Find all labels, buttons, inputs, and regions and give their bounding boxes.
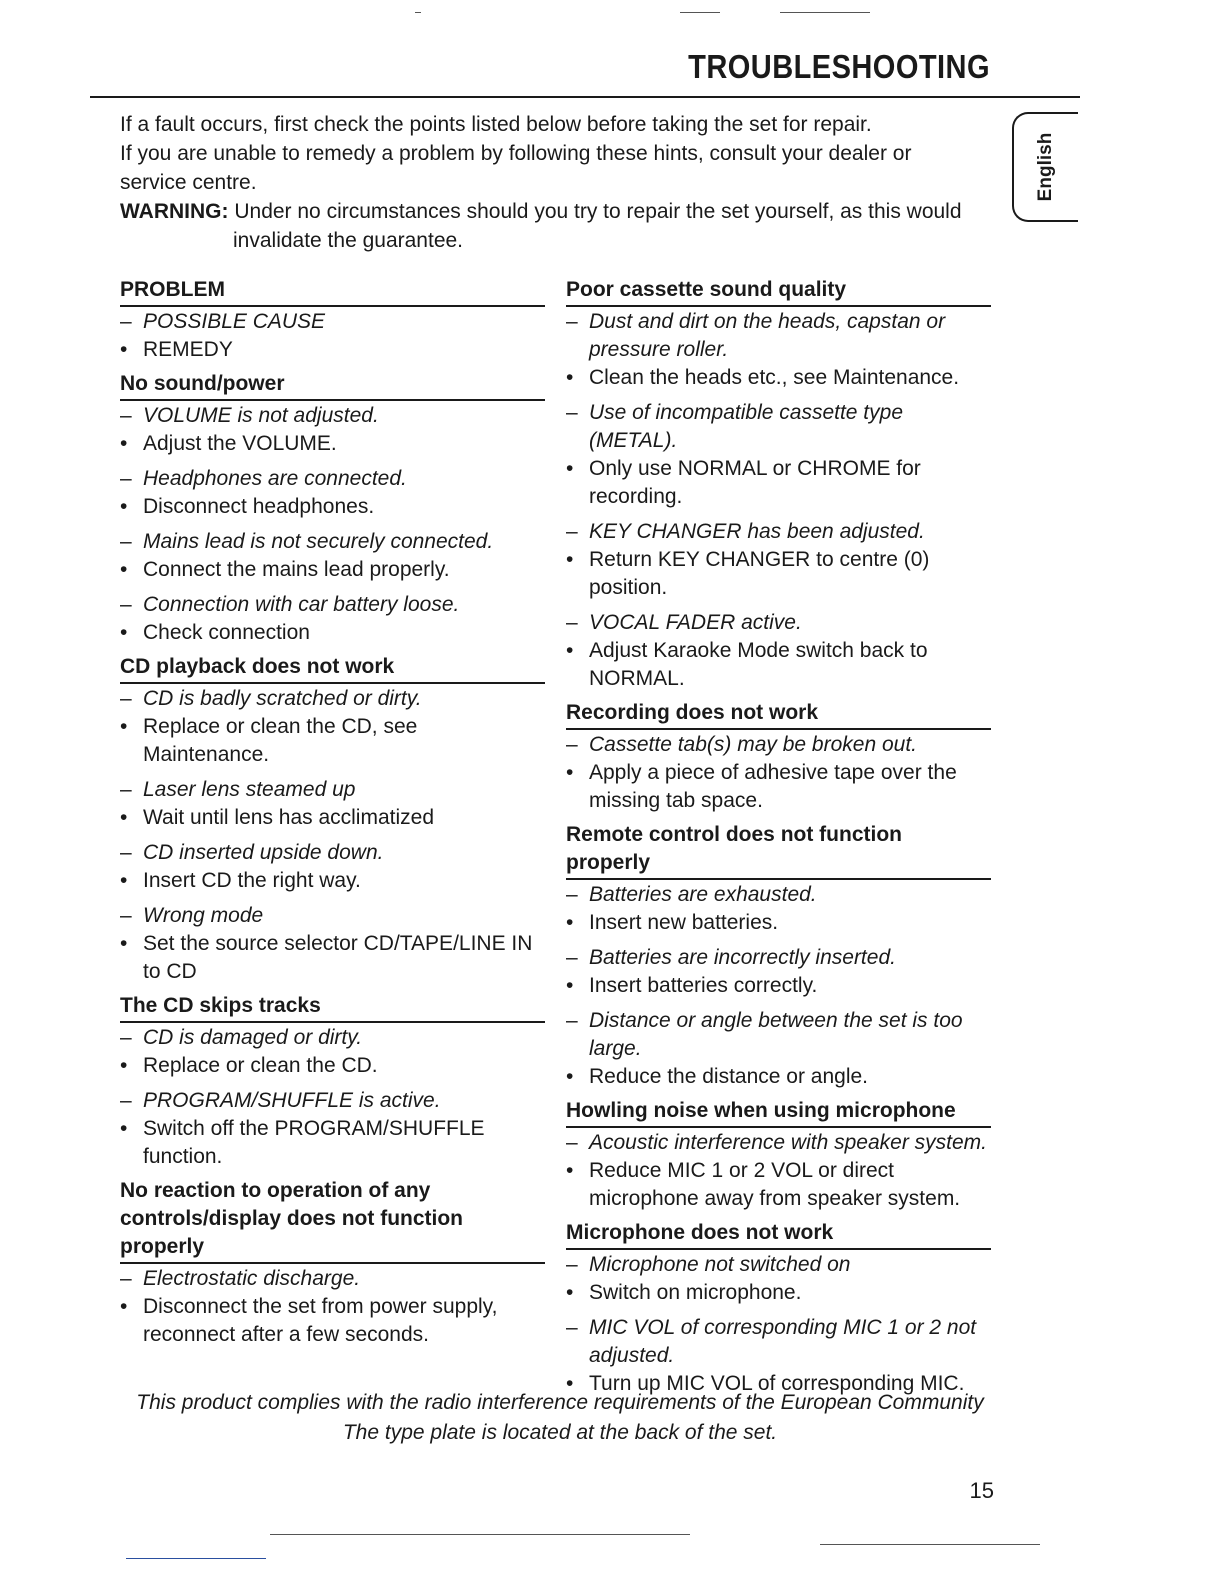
possible-cause	[566, 399, 991, 455]
cause-text: KEY CHANGER has been adjusted.	[589, 520, 925, 543]
remedy	[566, 455, 991, 511]
remedy	[120, 713, 545, 769]
dash-marker: –	[566, 946, 578, 969]
remedy-text: Set the source selector CD/TAPE/LINE IN to CD	[143, 932, 533, 983]
left-column	[120, 276, 545, 1349]
remedy-text: Adjust Karaoke Mode switch back to NORMAL.	[589, 639, 928, 690]
dash-marker: –	[120, 841, 132, 864]
remedy	[120, 493, 545, 521]
bullet-marker: •	[566, 1159, 574, 1182]
remedy-text: Wait until lens has acclimatized	[143, 806, 435, 829]
bullet-marker: •	[120, 806, 128, 829]
dash-marker: –	[120, 1026, 132, 1049]
cause-text: Mains lead is not securely connected.	[143, 530, 494, 553]
dash-marker: –	[120, 904, 132, 927]
dash-marker: –	[566, 1316, 578, 1339]
intro-line-1: If a fault occurs, first check the points listed below before taking the set for repair.	[120, 113, 872, 136]
bullet-marker: •	[120, 1117, 128, 1140]
dash-marker: –	[566, 310, 578, 333]
possible-cause	[120, 839, 545, 867]
remedy	[566, 759, 991, 815]
possible-cause	[566, 308, 991, 364]
dash-marker: –	[566, 1253, 578, 1276]
bullet-marker: •	[120, 495, 128, 518]
cause-text: VOLUME is not adjusted.	[143, 404, 379, 427]
dash-marker: –	[120, 778, 132, 801]
dash-marker: –	[566, 611, 578, 634]
remedy	[566, 1157, 991, 1213]
remedy-text: Replace or clean the CD.	[143, 1054, 378, 1077]
remedy-text: Switch on microphone.	[589, 1281, 802, 1304]
dash-marker: –	[120, 687, 132, 710]
remedy-text: Turn up MIC VOL of corresponding MIC.	[589, 1372, 965, 1395]
possible-cause	[120, 465, 545, 493]
remedy-text: Check connection	[143, 621, 310, 644]
legend-remedy	[120, 336, 545, 364]
dash-marker: –	[566, 520, 578, 543]
legend-heading: PROBLEM	[120, 276, 545, 307]
warning-line	[120, 197, 980, 226]
scan-artifact	[415, 12, 421, 13]
cause-text: VOCAL FADER active.	[589, 611, 802, 634]
remedy	[120, 1052, 545, 1080]
remedy	[120, 930, 545, 986]
possible-cause	[566, 1314, 991, 1370]
bullet-marker: •	[566, 639, 574, 662]
possible-cause	[120, 1024, 545, 1052]
cause-text: CD inserted upside down.	[143, 841, 384, 864]
remedy	[120, 430, 545, 458]
remedy-text: Adjust the VOLUME.	[143, 432, 337, 455]
bullet-marker: •	[566, 1281, 574, 1304]
possible-cause	[566, 1251, 991, 1279]
bullet-marker: •	[566, 366, 574, 389]
cause-text: Acoustic interference with speaker system.	[589, 1131, 987, 1154]
language-tab	[1012, 112, 1078, 222]
cause-text: CD is damaged or dirty.	[143, 1026, 363, 1049]
cause-text: Batteries are exhausted.	[589, 883, 817, 906]
dash-marker: –	[566, 733, 578, 756]
remedy-text: Replace or clean the CD, see Maintenance.	[143, 715, 418, 766]
cause-text: Wrong mode	[143, 904, 264, 927]
dash-marker: –	[120, 404, 132, 427]
cause-text: PROGRAM/SHUFFLE is active.	[143, 1089, 441, 1112]
remedy	[566, 909, 991, 937]
cause-text: Batteries are incorrectly inserted.	[589, 946, 896, 969]
section-heading: Poor cassette sound quality	[566, 276, 991, 307]
possible-cause	[120, 528, 545, 556]
legend-cause-text: POSSIBLE CAUSE	[143, 310, 326, 333]
remedy	[566, 1063, 991, 1091]
cause-text: Use of incompatible cassette type (METAL).	[589, 401, 903, 452]
page-title: TROUBLESHOOTING	[688, 48, 990, 85]
remedy	[120, 1293, 545, 1349]
cause-text: Dust and dirt on the heads, capstan or pressure roller.	[589, 310, 946, 361]
section-heading: No sound/power	[120, 370, 545, 401]
bullet-marker: •	[120, 715, 128, 738]
remedy	[566, 546, 991, 602]
bottom-rule	[126, 1558, 266, 1559]
legend-remedy-text: REMEDY	[143, 338, 233, 361]
remedy	[120, 556, 545, 584]
section-heading: Recording does not work	[566, 699, 991, 730]
remedy-text: Insert CD the right way.	[143, 869, 361, 892]
remedy-text: Only use NORMAL or CHROME for recording.	[589, 457, 921, 508]
remedy	[120, 867, 545, 895]
possible-cause	[566, 881, 991, 909]
remedy-text: Connect the mains lead properly.	[143, 558, 450, 581]
section-heading: Howling noise when using microphone	[566, 1097, 991, 1128]
scan-artifact	[780, 12, 870, 13]
section-heading: Microphone does not work	[566, 1219, 991, 1250]
bullet-marker: •	[566, 761, 574, 784]
possible-cause	[120, 685, 545, 713]
remedy	[566, 364, 991, 392]
cause-text: Connection with car battery loose.	[143, 593, 460, 616]
possible-cause	[120, 1265, 545, 1293]
warning-label: WARNING:	[120, 200, 229, 223]
bullet-marker: •	[566, 911, 574, 934]
dash-marker: –	[120, 1089, 132, 1112]
dash-marker: –	[120, 593, 132, 616]
language-tab-label: English	[1035, 132, 1056, 202]
remedy-text: Reduce the distance or angle.	[589, 1065, 869, 1088]
cause-text: Distance or angle between the set is too large.	[589, 1009, 963, 1060]
possible-cause	[120, 1087, 545, 1115]
bullet-marker: •	[120, 1054, 128, 1077]
scan-artifact	[270, 1534, 690, 1535]
possible-cause	[566, 518, 991, 546]
warning-text: Under no circumstances should you try to repair the set yourself, as this would	[234, 200, 962, 223]
dash-marker: –	[120, 310, 132, 333]
remedy-text: Disconnect the set from power supply, reconnect after a few seconds.	[143, 1295, 498, 1346]
remedy	[120, 619, 545, 647]
title-rule	[90, 96, 1080, 98]
possible-cause	[120, 776, 545, 804]
bullet-marker: •	[566, 457, 574, 480]
section-heading: No reaction to operation of any controls/display does not function properly	[120, 1177, 545, 1264]
scan-artifact	[820, 1544, 1040, 1545]
bullet-marker: •	[566, 1372, 574, 1395]
bullet-marker: •	[566, 1065, 574, 1088]
intro-line-2: If you are unable to remedy a problem by following these hints, consult your dealer or service centre.	[120, 142, 912, 194]
remedy	[566, 1279, 991, 1307]
right-column	[566, 276, 991, 1398]
remedy	[566, 637, 991, 693]
dash-marker: –	[566, 883, 578, 906]
cause-text: Microphone not switched on	[589, 1253, 851, 1276]
cause-text: Laser lens steamed up	[143, 778, 356, 801]
dash-marker: –	[120, 530, 132, 553]
legend-cause	[120, 308, 545, 336]
bullet-marker: •	[120, 932, 128, 955]
bullet-marker: •	[120, 558, 128, 581]
intro-block	[120, 110, 980, 255]
remedy-text: Return KEY CHANGER to centre (0) position.	[589, 548, 930, 599]
section-heading: CD playback does not work	[120, 653, 545, 684]
remedy-text: Clean the heads etc., see Maintenance.	[589, 366, 960, 389]
remedy-text: Disconnect headphones.	[143, 495, 375, 518]
dash-marker: –	[120, 1267, 132, 1290]
remedy-text: Insert new batteries.	[589, 911, 779, 934]
cause-text: Cassette tab(s) may be broken out.	[589, 733, 917, 756]
dash-marker: –	[566, 1131, 578, 1154]
bullet-marker: •	[120, 869, 128, 892]
bullet-marker: •	[566, 548, 574, 571]
remedy	[120, 804, 545, 832]
cause-text: Headphones are connected.	[143, 467, 407, 490]
remedy-text: Apply a piece of adhesive tape over the missing tab space.	[589, 761, 957, 812]
dash-marker: –	[566, 401, 578, 424]
possible-cause	[566, 1129, 991, 1157]
dash-marker: –	[120, 467, 132, 490]
bullet-marker: •	[120, 1295, 128, 1318]
bullet-marker: •	[120, 621, 128, 644]
possible-cause	[566, 731, 991, 759]
cause-text: CD is badly scratched or dirty.	[143, 687, 422, 710]
cause-text: MIC VOL of corresponding MIC 1 or 2 not adjusted.	[589, 1316, 977, 1367]
remedy	[566, 972, 991, 1000]
dash-marker: –	[566, 1009, 578, 1032]
remedy	[120, 1115, 545, 1171]
scan-artifact	[680, 12, 720, 13]
bullet-marker: •	[566, 974, 574, 997]
page-number: 15	[969, 1478, 994, 1503]
possible-cause	[120, 402, 545, 430]
footer-line-2: The type plate is located at the back of the set.	[342, 1421, 778, 1444]
remedy-text: Insert batteries correctly.	[589, 974, 818, 997]
bullet-marker: •	[120, 338, 128, 361]
section-heading: Remote control does not function properly	[566, 821, 991, 880]
possible-cause	[566, 1007, 991, 1063]
remedy-text: Reduce MIC 1 or 2 VOL or direct microphone away from speaker system.	[589, 1159, 961, 1210]
compliance-footer	[120, 1388, 1000, 1448]
possible-cause	[120, 902, 545, 930]
remedy-text: Switch off the PROGRAM/SHUFFLE function.	[143, 1117, 485, 1168]
possible-cause	[566, 609, 991, 637]
possible-cause	[120, 591, 545, 619]
footer-line-1: This product complies with the radio interference requirements of the European Community	[136, 1391, 984, 1414]
possible-cause	[566, 944, 991, 972]
cause-text: Electrostatic discharge.	[143, 1267, 361, 1290]
warning-text-continued: invalidate the guarantee.	[233, 229, 464, 252]
section-heading: The CD skips tracks	[120, 992, 545, 1023]
bullet-marker: •	[120, 432, 128, 455]
